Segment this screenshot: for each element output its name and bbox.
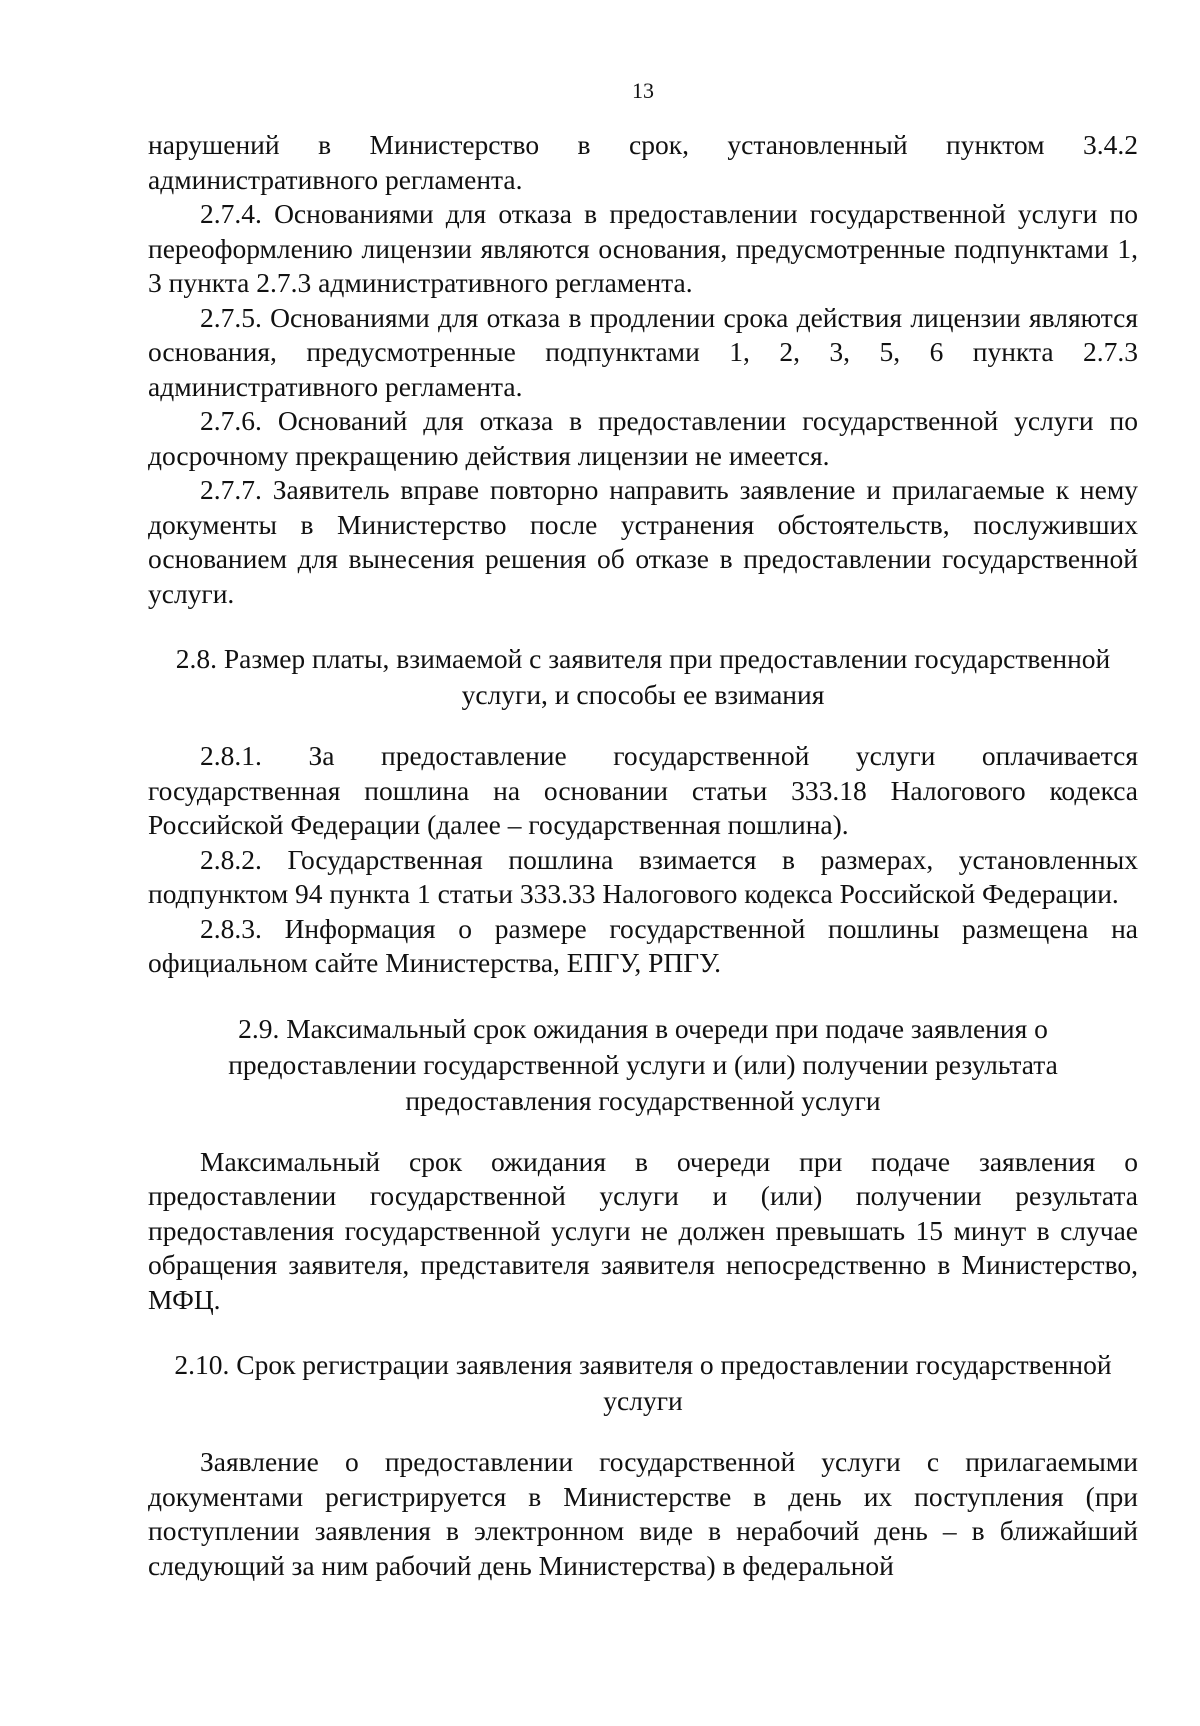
paragraph-2-8-1: 2.8.1. За предоставление государственной услуги оплачивается государственная пошлина на основании статьи 333.18 Налогового кодекса Российской Федерации (далее – государственная пошлина). <box>148 740 1138 840</box>
paragraph-2-7-4: 2.7.4. Основаниями для отказа в предоставлении государственной услуги по переоформлению лицензии являются основания, предусмотренные подпунктами 1, 3 пункта 2.7.3 административного регламента. <box>148 198 1138 298</box>
paragraph-2-8-3: 2.8.3. Информация о размере государственной пошлины размещена на официальном сайте Министерства, ЕПГУ, РПГУ. <box>148 912 1138 978</box>
paragraph-continuation: нарушений в Министерство в срок, установленный пунктом 3.4.2 административного регламента. <box>148 129 1138 195</box>
document-page <box>148 78 1138 1583</box>
page-number: 13 <box>632 78 654 103</box>
paragraph-2-7-6: 2.7.6. Оснований для отказа в предоставлении государственной услуги по досрочному прекращению действия лицензии не имеется. <box>148 405 1138 471</box>
section-heading-2-8: 2.8. Размер платы, взимаемой с заявителя при предоставлении государственной услуги, и способы ее взимания <box>175 643 1111 710</box>
paragraph-2-7-7: 2.7.7. Заявитель вправе повторно направить заявление и прилагаемые к нему документы в Министерство после устранения обстоятельств, послуживших основанием для вынесения решения об отказе в предоставлении государственной услуги. <box>148 474 1138 609</box>
paragraph-2-9-body: Максимальный срок ожидания в очереди при подаче заявления о предоставлении государственной услуги и (или) получении результата предоставления государственной услуги не должен превышать 15 минут в случае обращения заявителя, представителя заявителя непосредственно в Министерство, МФЦ. <box>148 1145 1138 1315</box>
paragraph-2-8-2: 2.8.2. Государственная пошлина взимается в размерах, установленных подпунктом 94 пункта 1 статьи 333.33 Налогового кодекса Российской Федерации. <box>148 843 1138 909</box>
section-heading-2-9: 2.9. Максимальный срок ожидания в очереди при подаче заявления о предоставлении государственной услуги и (или) получении результата предоставления государственной услуги <box>228 1012 1058 1116</box>
section-heading-2-10: 2.10. Срок регистрации заявления заявителя о предоставлении государственной услуги <box>174 1349 1112 1416</box>
paragraph-2-10-body: Заявление о предоставлении государственной услуги с прилагаемыми документами регистрируется в Министерстве в день их поступления (при поступлении заявления в электронном виде в нерабочий день – в ближайший следующий за ним рабочий день Министерства) в федеральной <box>148 1446 1138 1581</box>
paragraph-2-7-5: 2.7.5. Основаниями для отказа в продлении срока действия лицензии являются основания, предусмотренные подпунктами 1, 2, 3, 5, 6 пункта 2.7.3 административного регламента. <box>148 301 1138 402</box>
